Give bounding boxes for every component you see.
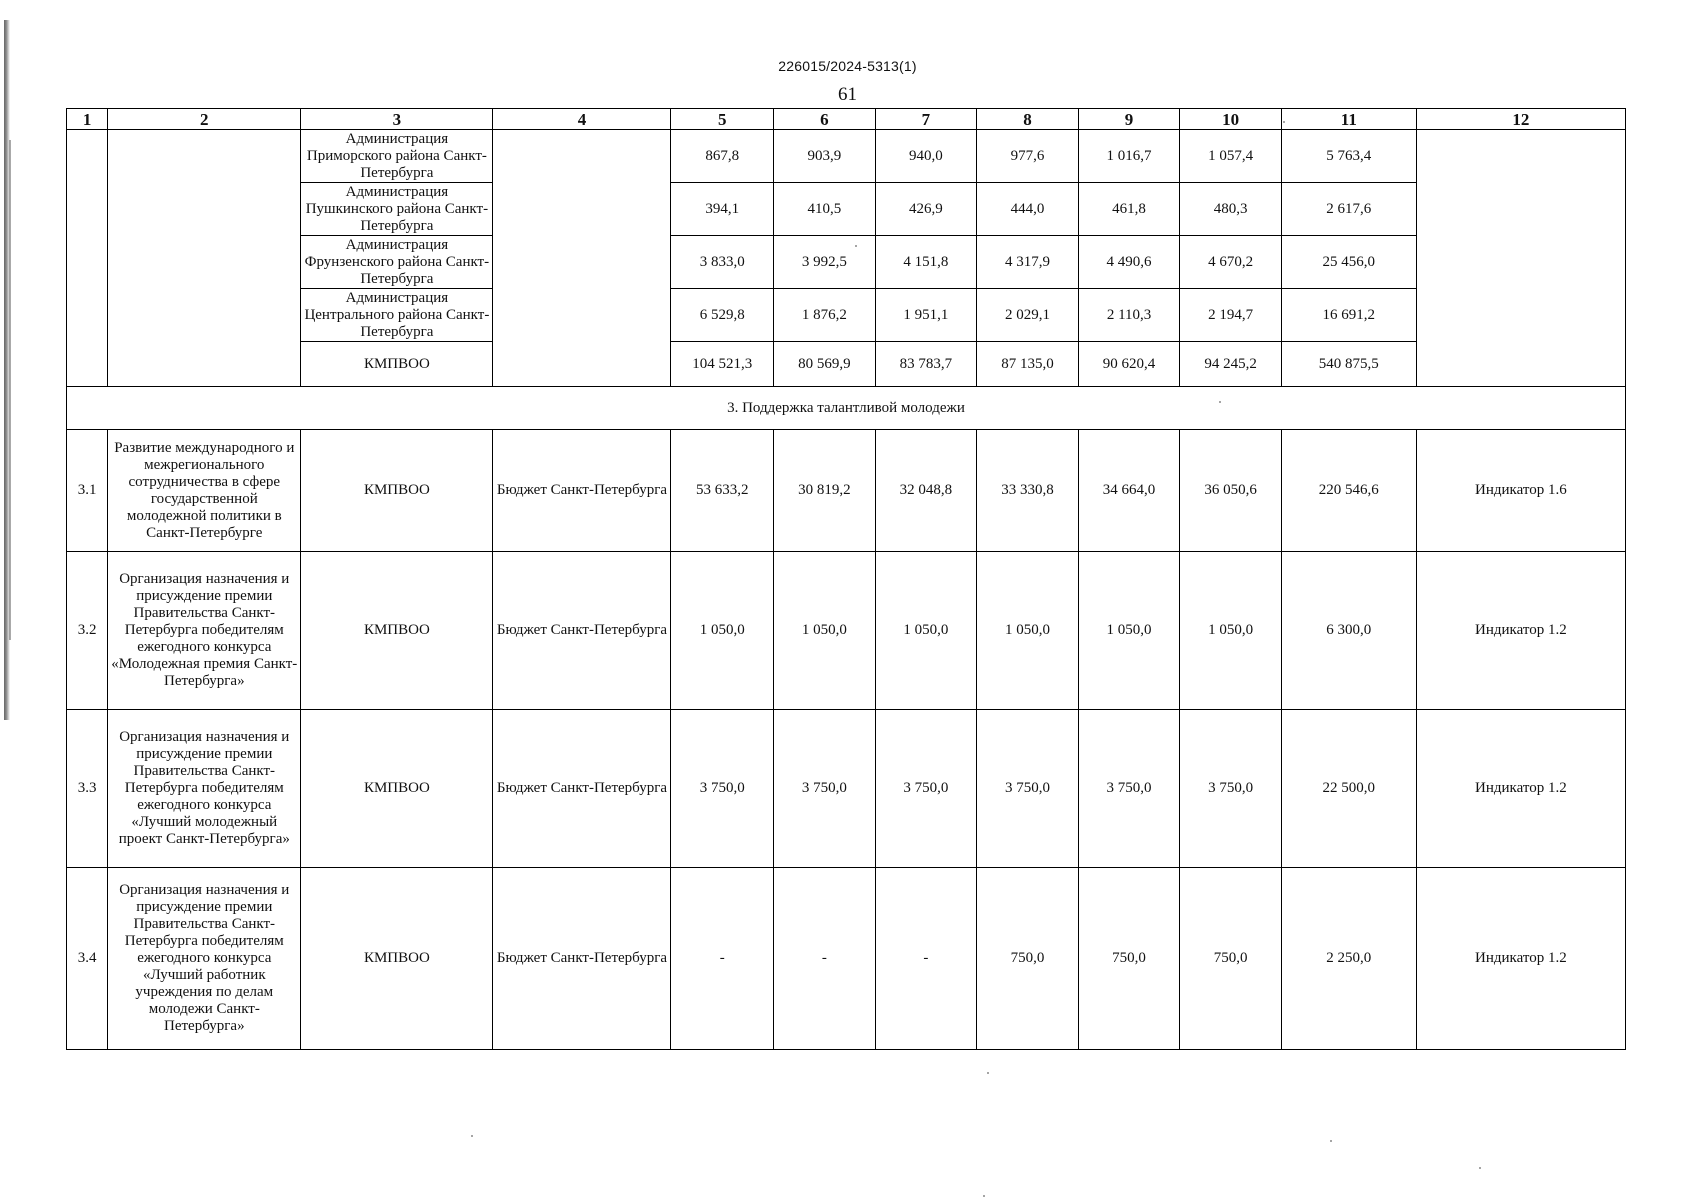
document-id: 226015/2024-5313(1) — [778, 58, 917, 74]
value-cell: 977,6 — [977, 130, 1079, 183]
row-number: 3.4 — [67, 868, 108, 1050]
scan-edge-line — [9, 140, 11, 640]
table-row — [67, 236, 1626, 289]
row-source: Бюджет Санкт-Петербурга — [493, 710, 671, 868]
value-cell: 1 050,0 — [977, 552, 1079, 710]
value-cell: 940,0 — [875, 130, 977, 183]
scan-speck — [1479, 1167, 1481, 1169]
value-cell: 3 750,0 — [774, 710, 876, 868]
value-cell: 1 050,0 — [875, 552, 977, 710]
total-cell: 5 763,4 — [1281, 130, 1416, 183]
row-indicator: Индикатор 1.2 — [1416, 552, 1625, 710]
value-cell: 903,9 — [774, 130, 876, 183]
header-row — [67, 109, 1626, 130]
col-header-10: 10 — [1180, 109, 1282, 130]
row-indicator: Индикатор 1.6 — [1416, 430, 1625, 552]
value-cell: 3 750,0 — [1180, 710, 1282, 868]
empty-desc-cell — [108, 130, 301, 387]
value-cell: 3 833,0 — [671, 236, 774, 289]
value-cell: 32 048,8 — [875, 430, 977, 552]
value-cell: - — [875, 868, 977, 1050]
value-cell: 4 490,6 — [1078, 236, 1180, 289]
empty-num-cell — [67, 130, 108, 387]
table-row — [67, 868, 1626, 1050]
scan-speck — [1330, 1140, 1332, 1142]
value-cell: 1 050,0 — [671, 552, 774, 710]
row-executor: КМПВОО — [301, 710, 493, 868]
value-cell: 1 876,2 — [774, 289, 876, 342]
row-source: Бюджет Санкт-Петербурга — [493, 868, 671, 1050]
col-header-6: 6 — [774, 109, 876, 130]
row-source: Бюджет Санкт-Петербурга — [493, 552, 671, 710]
value-cell: 3 750,0 — [1078, 710, 1180, 868]
row-source: Бюджет Санкт-Петербурга — [493, 430, 671, 552]
value-cell: 3 992,5 — [774, 236, 876, 289]
value-cell: 33 330,8 — [977, 430, 1079, 552]
value-cell: 461,8 — [1078, 183, 1180, 236]
row-description: Организация назначения и присуждение премии Правительства Санкт-Петербурга победителям ежегодного конкурса «Молодежная премия Санкт-Петербурга» — [108, 552, 301, 710]
col-header-11: 11 — [1281, 109, 1416, 130]
value-cell: 1 016,7 — [1078, 130, 1180, 183]
row-description: Организация назначения и присуждение премии Правительства Санкт-Петербурга победителям ежегодного конкурса «Лучший работник учреждения по делам молодежи Санкт-Петербурга» — [108, 868, 301, 1050]
value-cell: 750,0 — [1078, 868, 1180, 1050]
value-cell: - — [774, 868, 876, 1050]
row-description: Развитие международного и межрегионального сотрудничества в сфере государственной молодежной политики в Санкт-Петербурге — [108, 430, 301, 552]
table-row — [67, 710, 1626, 868]
section-row — [67, 387, 1626, 430]
row-number: 3.1 — [67, 430, 108, 552]
col-header-12: 12 — [1416, 109, 1625, 130]
row-executor: КМПВОО — [301, 552, 493, 710]
value-cell: 90 620,4 — [1078, 342, 1180, 387]
table-row — [67, 342, 1626, 387]
value-cell: 410,5 — [774, 183, 876, 236]
value-cell: 34 664,0 — [1078, 430, 1180, 552]
org-cell: Администрация Приморского района Санкт-Петербурга — [301, 130, 493, 183]
value-cell: 104 521,3 — [671, 342, 774, 387]
total-cell: 25 456,0 — [1281, 236, 1416, 289]
page-number: 61 — [838, 84, 857, 105]
value-cell: 3 750,0 — [875, 710, 977, 868]
total-cell: 16 691,2 — [1281, 289, 1416, 342]
total-cell: 6 300,0 — [1281, 552, 1416, 710]
total-cell: 2 617,6 — [1281, 183, 1416, 236]
value-cell: - — [671, 868, 774, 1050]
value-cell: 750,0 — [977, 868, 1079, 1050]
value-cell: 1 050,0 — [1078, 552, 1180, 710]
total-cell: 220 546,6 — [1281, 430, 1416, 552]
row-description: Организация назначения и присуждение премии Правительства Санкт-Петербурга победителям ежегодного конкурса «Лучший молодежный проект Санкт-Петербурга» — [108, 710, 301, 868]
value-cell: 83 783,7 — [875, 342, 977, 387]
value-cell: 30 819,2 — [774, 430, 876, 552]
total-cell: 22 500,0 — [1281, 710, 1416, 868]
value-cell: 1 050,0 — [1180, 552, 1282, 710]
row-indicator: Индикатор 1.2 — [1416, 710, 1625, 868]
value-cell: 1 057,4 — [1180, 130, 1282, 183]
value-cell: 3 750,0 — [671, 710, 774, 868]
value-cell: 394,1 — [671, 183, 774, 236]
table-row — [67, 130, 1626, 183]
col-header-7: 7 — [875, 109, 977, 130]
scan-speck — [1283, 121, 1285, 123]
org-cell: КМПВОО — [301, 342, 493, 387]
value-cell: 750,0 — [1180, 868, 1282, 1050]
empty-source-cell — [493, 130, 671, 387]
table-row — [67, 552, 1626, 710]
value-cell: 3 750,0 — [977, 710, 1079, 868]
value-cell: 1 050,0 — [774, 552, 876, 710]
value-cell: 94 245,2 — [1180, 342, 1282, 387]
col-header-3: 3 — [301, 109, 493, 130]
org-cell: Администрация Центрального района Санкт-Петербурга — [301, 289, 493, 342]
col-header-4: 4 — [493, 109, 671, 130]
table-row — [67, 183, 1626, 236]
scan-speck — [987, 1072, 989, 1074]
value-cell: 4 670,2 — [1180, 236, 1282, 289]
col-header-5: 5 — [671, 109, 774, 130]
value-cell: 2 110,3 — [1078, 289, 1180, 342]
scan-speck — [471, 1135, 473, 1137]
total-cell: 540 875,5 — [1281, 342, 1416, 387]
row-executor: КМПВОО — [301, 868, 493, 1050]
value-cell: 4 317,9 — [977, 236, 1079, 289]
value-cell: 2 029,1 — [977, 289, 1079, 342]
total-cell: 2 250,0 — [1281, 868, 1416, 1050]
row-number: 3.3 — [67, 710, 108, 868]
value-cell: 4 151,8 — [875, 236, 977, 289]
value-cell: 36 050,6 — [1180, 430, 1282, 552]
org-cell: Администрация Пушкинского района Санкт-Петербурга — [301, 183, 493, 236]
empty-indicator-cell — [1416, 130, 1625, 387]
scan-speck — [855, 245, 857, 247]
row-executor: КМПВОО — [301, 430, 493, 552]
value-cell: 426,9 — [875, 183, 977, 236]
row-indicator: Индикатор 1.2 — [1416, 868, 1625, 1050]
col-header-9: 9 — [1078, 109, 1180, 130]
table-row — [67, 430, 1626, 552]
value-cell: 480,3 — [1180, 183, 1282, 236]
value-cell: 80 569,9 — [774, 342, 876, 387]
value-cell: 867,8 — [671, 130, 774, 183]
row-number: 3.2 — [67, 552, 108, 710]
value-cell: 87 135,0 — [977, 342, 1079, 387]
scan-speck — [1219, 401, 1221, 403]
org-cell: Администрация Фрунзенского района Санкт-Петербурга — [301, 236, 493, 289]
value-cell: 1 951,1 — [875, 289, 977, 342]
value-cell: 2 194,7 — [1180, 289, 1282, 342]
table-row — [67, 289, 1626, 342]
value-cell: 6 529,8 — [671, 289, 774, 342]
value-cell: 444,0 — [977, 183, 1079, 236]
col-header-8: 8 — [977, 109, 1079, 130]
value-cell: 53 633,2 — [671, 430, 774, 552]
program-table — [66, 108, 1626, 1050]
section-title: 3. Поддержка талантливой молодежи — [67, 387, 1626, 430]
col-header-2: 2 — [108, 109, 301, 130]
scan-speck — [983, 1195, 985, 1197]
col-header-1: 1 — [67, 109, 108, 130]
